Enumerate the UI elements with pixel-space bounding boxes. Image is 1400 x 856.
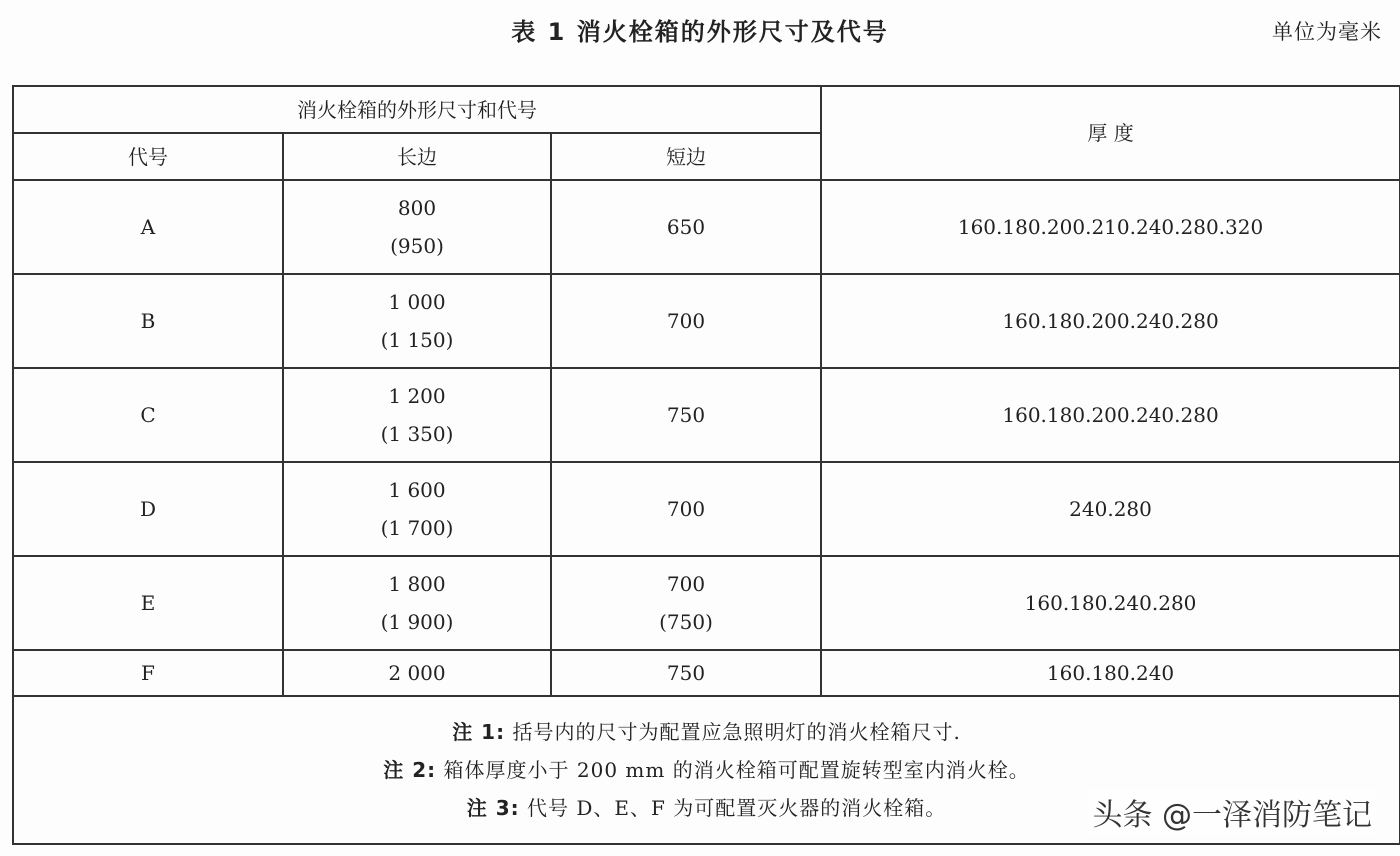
note-line (14, 751, 1399, 789)
table-row (13, 650, 1400, 696)
cell-code: C (13, 368, 283, 462)
cell-long-value: 2 000 (388, 661, 446, 685)
header-code: 代号 (13, 133, 283, 180)
note-text: 代号 D、E、F 为可配置灭火器的消火栓箱。 (527, 796, 947, 820)
cell-thickness: 160.180.200.240.280 (821, 368, 1400, 462)
cell-thickness: 160.180.240.280 (821, 556, 1400, 650)
watermark: 头条 @一泽消防笔记 (1088, 790, 1376, 834)
cell-code: B (13, 274, 283, 368)
unit-label: 单位为毫米 (1272, 20, 1382, 44)
cell-long-value: 1 000 (388, 290, 446, 314)
cell-short (551, 650, 821, 696)
cell-long (283, 368, 551, 462)
table-title: 表 1 消火栓箱的外形尺寸及代号 (511, 18, 889, 46)
cell-long-value: (1 900) (380, 610, 454, 634)
cell-short-value: 650 (666, 215, 706, 239)
cell-long-value: (950) (390, 234, 444, 258)
cell-short-value: 700 (666, 572, 706, 596)
note-label: 注 3: (466, 796, 520, 820)
table-row (13, 180, 1400, 274)
cell-long (283, 180, 551, 274)
cell-code: F (13, 650, 283, 696)
cell-short (551, 462, 821, 556)
cell-long-value: 1 200 (388, 384, 446, 408)
table-row (13, 274, 1400, 368)
header-thickness: 厚 度 (821, 86, 1400, 180)
cell-thickness: 160.180.240 (821, 650, 1400, 696)
cell-long-value: (1 150) (380, 328, 454, 352)
cell-short (551, 274, 821, 368)
cell-long-value: 800 (397, 196, 437, 220)
header-short: 短边 (551, 133, 821, 180)
table-row (13, 368, 1400, 462)
cell-short-value: (750) (659, 610, 713, 634)
table-row (13, 462, 1400, 556)
cell-short-value: 700 (666, 309, 706, 333)
cell-long (283, 650, 551, 696)
note-line (14, 713, 1399, 751)
cell-short (551, 556, 821, 650)
cell-code: E (13, 556, 283, 650)
cell-long-value: 1 600 (388, 478, 446, 502)
cell-short (551, 180, 821, 274)
cell-thickness: 160.180.200.210.240.280.320 (821, 180, 1400, 274)
group-header: 消火栓箱的外形尺寸和代号 (13, 86, 821, 133)
cell-thickness: 240.280 (821, 462, 1400, 556)
cell-short (551, 368, 821, 462)
dimension-table (12, 85, 1400, 845)
cell-long (283, 274, 551, 368)
cell-short-value: 750 (666, 403, 706, 427)
cell-long (283, 462, 551, 556)
note-text: 括号内的尺寸为配置应急照明灯的消火栓箱尺寸. (512, 720, 961, 744)
note-label: 注 2: (383, 758, 437, 782)
cell-code: A (13, 180, 283, 274)
note-text: 箱体厚度小于 200 mm 的消火栓箱可配置旋转型室内消火栓。 (443, 758, 1030, 782)
cell-long-value: (1 700) (380, 516, 454, 540)
cell-long-value: (1 350) (380, 422, 454, 446)
table-row (13, 556, 1400, 650)
cell-long (283, 556, 551, 650)
cell-long-value: 1 800 (388, 572, 446, 596)
cell-code: D (13, 462, 283, 556)
cell-short-value: 750 (666, 661, 706, 685)
cell-thickness: 160.180.200.240.280 (821, 274, 1400, 368)
cell-short-value: 700 (666, 497, 706, 521)
header-long: 长边 (283, 133, 551, 180)
note-label: 注 1: (452, 720, 506, 744)
